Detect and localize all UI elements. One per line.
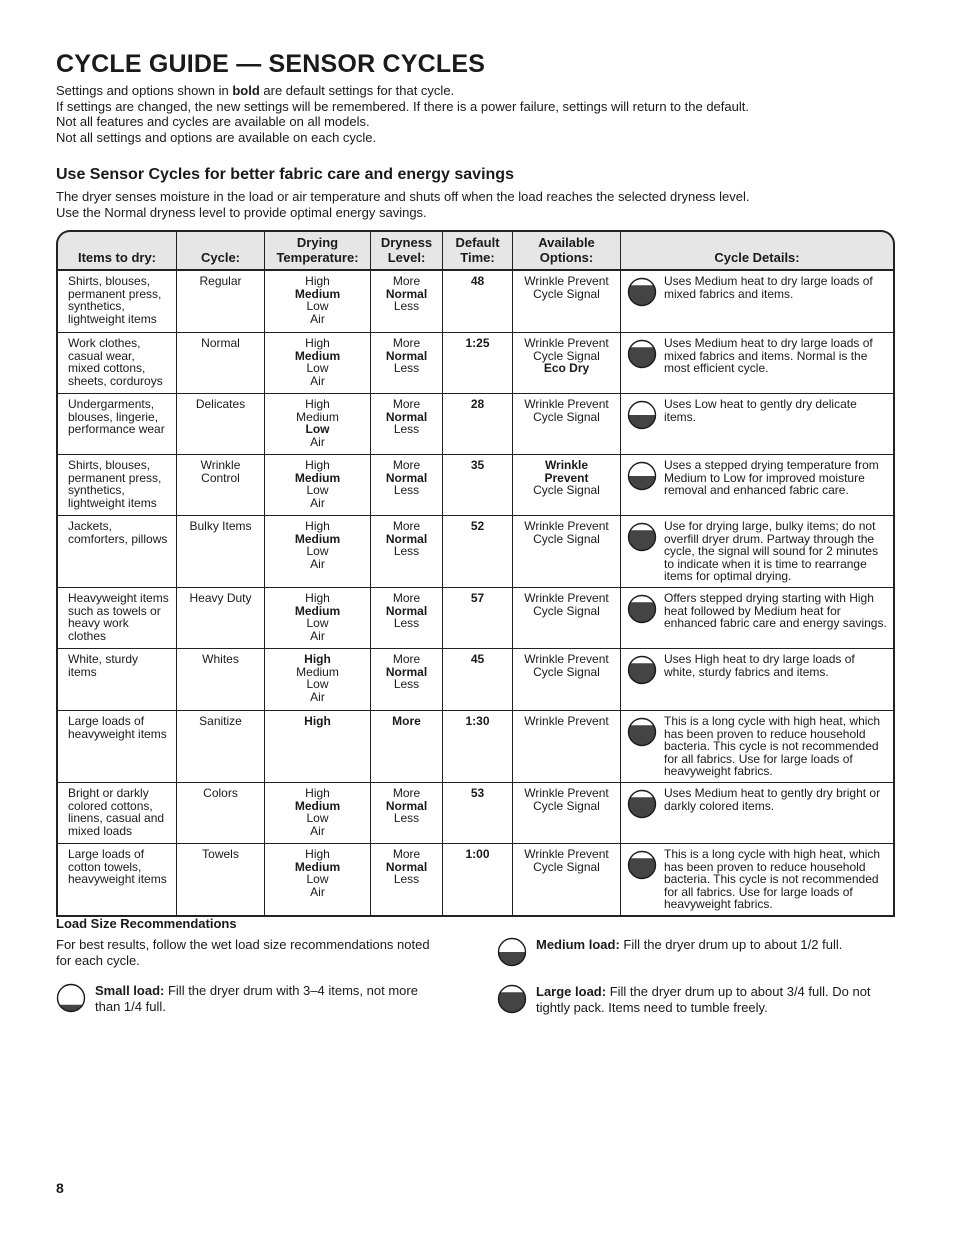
dryness-cell: [371, 516, 443, 588]
temperature-cell-value: Medium: [294, 470, 341, 485]
items-cell: Bright or darkly colored cottons, linens, casual and mixed loads: [56, 783, 177, 844]
time-cell: 53: [443, 783, 513, 844]
dryness-cell-value: Normal: [385, 531, 428, 546]
small-load-label: Small load:: [95, 983, 165, 998]
temperature-cell-value: Low: [306, 361, 329, 376]
dryness-cell-value: Normal: [385, 798, 428, 813]
temperature-cell-value: High: [304, 713, 331, 728]
temperature-cell-value: Medium: [294, 286, 341, 301]
temperature-cell-value: High: [305, 336, 330, 350]
page-title: CYCLE GUIDE — SENSOR CYCLES: [56, 50, 486, 78]
options-cell-value: Cycle Signal: [533, 531, 600, 546]
temperature-cell: [265, 333, 371, 394]
options-cell: [513, 271, 621, 333]
temperature-cell: [265, 711, 371, 783]
options-cell-value: Cycle Signal: [533, 348, 600, 363]
options-cell-value: Wrinkle Prevent: [524, 336, 609, 350]
details-cell: [621, 649, 895, 711]
dryness-cell-value: Normal: [385, 603, 428, 618]
intro-line-2: If settings are changed, the new settings will be remembered. If there is a power failure, settings will return to the default.: [56, 98, 749, 114]
options-cell-value: Cycle Signal: [533, 664, 600, 679]
temperature-cell-value: Medium: [294, 798, 341, 813]
cycle-guide-table: [56, 230, 895, 917]
temperature-cell: [265, 394, 371, 455]
dryness-cell-value: Normal: [385, 348, 428, 363]
large-load-icon: [627, 789, 657, 819]
section-text: [56, 189, 896, 220]
dryness-cell: [371, 783, 443, 844]
details-cell: [621, 333, 895, 394]
dryness-cell-value: Less: [393, 483, 420, 498]
dryness-cell-value: More: [392, 590, 421, 605]
dryness-cell-value: More: [392, 713, 421, 728]
options-cell-value: Cycle Signal: [533, 286, 600, 301]
options-cell: [513, 394, 621, 455]
options-cell-value: Wrinkle Prevent: [524, 519, 609, 533]
time-cell: 48: [443, 271, 513, 333]
table-row: [56, 649, 895, 711]
cycle-cell: Bulky Items: [177, 516, 265, 588]
dryness-cell-value: More: [392, 274, 421, 288]
details-cell: [621, 588, 895, 649]
large-load-item: [497, 984, 897, 1016]
temperature-cell: [265, 516, 371, 588]
items-cell: Heavyweight items such as towels or heavy work clothes: [56, 588, 177, 649]
options-cell-value: Cycle Signal: [533, 483, 600, 498]
options-cell: [513, 844, 621, 917]
large-load-icon: [627, 850, 657, 880]
intro-line-1: Settings and options shown in bold are default settings for that cycle.: [56, 83, 455, 98]
temperature-cell-value: Medium: [294, 603, 341, 618]
time-cell: 28: [443, 394, 513, 455]
large-load-text: Fill the dryer drum up to about 3/4 full. Do not tightly pack. Items need to tumble freely.: [536, 984, 871, 1015]
temperature-cell-value: Medium: [296, 664, 339, 679]
options-cell-value: Wrinkle Prevent: [524, 846, 609, 861]
dryness-cell-value: Less: [393, 677, 420, 692]
dryness-cell-value: Less: [393, 872, 420, 887]
medium-load-item: [497, 937, 897, 967]
dryness-cell: [371, 711, 443, 783]
options-cell: [513, 455, 621, 516]
details-cell: [621, 783, 895, 844]
temperature-cell-value: Medium: [294, 859, 341, 874]
dryness-cell-value: Normal: [385, 409, 428, 424]
medium-load-icon: [497, 937, 527, 967]
small-load-item: [56, 983, 446, 1015]
temperature-cell: [265, 588, 371, 649]
temperature-cell: [265, 271, 371, 333]
table-row: [56, 711, 895, 783]
temperature-cell: [265, 844, 371, 917]
options-cell-value: Cycle Signal: [533, 798, 600, 813]
page-header: [56, 48, 896, 220]
section-text-line-1: The dryer senses moisture in the load or air temperature and shuts off when the load reaches the selected dryness level.: [56, 189, 750, 204]
dryness-cell-value: Normal: [385, 470, 428, 485]
details-text: Uses a stepped drying temperature from Medium to Low for improved moisture removal and enhanced fabric care.: [664, 458, 879, 498]
load-size-heading: Load Size Recommendations: [56, 916, 237, 931]
cycle-cell: Delicates: [177, 394, 265, 455]
temperature-cell-value: Low: [306, 544, 329, 559]
temperature-cell-value: Low: [306, 616, 329, 631]
temperature-cell-value: Air: [310, 823, 325, 838]
table-row: [56, 271, 895, 333]
header-cycle: Cycle:: [177, 230, 265, 271]
dryness-cell-value: More: [392, 651, 421, 666]
dryness-cell-value: Normal: [385, 286, 428, 301]
dryness-cell: [371, 333, 443, 394]
small-load-text: Fill the dryer drum with 3–4 items, not more than 1/4 full.: [95, 983, 418, 1014]
items-cell: Large loads of cotton towels, heavyweight items: [56, 844, 177, 917]
cycle-cell: Sanitize: [177, 711, 265, 783]
time-cell: 1:25: [443, 333, 513, 394]
options-cell-value: Wrinkle Prevent: [524, 785, 609, 800]
temperature-cell-value: Air: [310, 556, 325, 571]
items-cell: Undergarments, blouses, lingerie, performance wear: [56, 394, 177, 455]
temperature-cell-value: High: [305, 519, 330, 533]
temperature-cell-value: High: [305, 458, 330, 472]
temperature-cell-value: Air: [310, 689, 325, 704]
temperature-cell-value: Low: [306, 811, 329, 826]
dryness-cell-value: More: [392, 785, 421, 800]
table-row: [56, 783, 895, 844]
items-cell: White, sturdy items: [56, 649, 177, 711]
header-options: Available Options:: [513, 230, 621, 271]
details-text: Uses High heat to dry large loads of white, sturdy fabrics and items.: [664, 651, 855, 679]
dryness-cell-value: Less: [393, 616, 420, 631]
items-cell: Work clothes, casual wear, mixed cottons, sheets, corduroys: [56, 333, 177, 394]
temperature-cell-value: High: [305, 846, 330, 861]
options-cell-value: Prevent: [544, 470, 589, 485]
temperature-cell-value: Low: [306, 299, 329, 314]
details-cell: [621, 844, 895, 917]
items-cell: Large loads of heavyweight items: [56, 711, 177, 783]
options-cell-value: Wrinkle Prevent: [524, 713, 609, 728]
details-text: Offers stepped drying starting with High heat followed by Medium heat for enhanced fabric care and energy savings.: [664, 590, 887, 631]
time-cell: 57: [443, 588, 513, 649]
temperature-cell-value: High: [305, 590, 330, 605]
header-temperature: Drying Temperature:: [265, 230, 371, 271]
temperature-cell-value: High: [305, 274, 330, 288]
temperature-cell-value: Low: [306, 872, 329, 887]
dryness-cell-value: More: [392, 519, 421, 533]
temperature-cell-value: Air: [310, 373, 325, 388]
dryness-cell-value: Less: [393, 299, 420, 314]
temperature-cell-value: Air: [310, 311, 325, 326]
time-cell: 35: [443, 455, 513, 516]
load-size-intro: For best results, follow the wet load size recommendations noted for each cycle.: [56, 937, 430, 968]
medium-load-label: Medium load:: [536, 937, 620, 952]
large-load-icon: [627, 655, 657, 685]
cycle-cell: Colors: [177, 783, 265, 844]
temperature-cell-value: Air: [310, 495, 325, 510]
dryness-cell-value: Normal: [385, 859, 428, 874]
temperature-cell-value: Air: [310, 434, 325, 449]
load-size-section: [56, 916, 896, 1015]
time-cell: 45: [443, 649, 513, 711]
table-row: [56, 516, 895, 588]
details-text: Uses Medium heat to dry large loads of mixed fabrics and items.: [664, 274, 873, 301]
options-cell: [513, 649, 621, 711]
temperature-cell-value: High: [305, 397, 330, 411]
large-load-icon: [627, 717, 657, 747]
intro-text: [56, 83, 896, 145]
dryness-cell: [371, 844, 443, 917]
large-load-icon: [627, 277, 657, 307]
temperature-cell-value: Low: [306, 483, 329, 498]
items-cell: Shirts, blouses, permanent press, synthetics, lightweight items: [56, 271, 177, 333]
dryness-cell: [371, 271, 443, 333]
options-cell: [513, 783, 621, 844]
details-cell: [621, 711, 895, 783]
temperature-cell-value: High: [305, 785, 330, 800]
options-cell-value: Cycle Signal: [533, 409, 600, 424]
options-cell: [513, 711, 621, 783]
details-cell: [621, 455, 895, 516]
table-row: [56, 394, 895, 455]
table-row: [56, 455, 895, 516]
options-cell-value: Wrinkle Prevent: [524, 651, 609, 666]
intro-line-3: Not all features and cycles are available on all models.: [56, 114, 370, 129]
temperature-cell-value: Medium: [294, 348, 341, 363]
options-cell-value: Wrinkle Prevent: [524, 397, 609, 411]
section-text-line-2: Use the Normal dryness level to provide optimal energy savings.: [56, 204, 427, 220]
cycle-cell: Normal: [177, 333, 265, 394]
temperature-cell-value: Low: [306, 677, 329, 692]
large-load-icon: [497, 984, 527, 1014]
time-cell: 52: [443, 516, 513, 588]
header-items: Items to dry:: [56, 230, 177, 271]
details-cell: [621, 271, 895, 333]
details-text: Uses Medium heat to dry large loads of mixed fabrics and items. Normal is the most efficient cycle.: [664, 336, 873, 376]
dryness-cell-value: Less: [393, 361, 420, 376]
options-cell-value: Wrinkle Prevent: [524, 274, 609, 288]
details-cell: [621, 516, 895, 588]
cycle-cell: Heavy Duty: [177, 588, 265, 649]
table-row: [56, 588, 895, 649]
large-load-icon: [627, 594, 657, 624]
dryness-cell-value: Less: [393, 811, 420, 826]
page-number: 8: [56, 1180, 64, 1196]
details-cell: [621, 394, 895, 455]
header-dryness: Dryness Level:: [371, 230, 443, 271]
temperature-cell-value: High: [304, 651, 331, 666]
details-text: This is a long cycle with high heat, which has been proven to reduce household bacteria. This cycle is not recommended for all fabrics. Use for large loads of heavyweight fabrics.: [664, 846, 881, 912]
details-text: Use for drying large, bulky items; do not overfill dryer drum. Partway through the cycle, the signal will sound for 2 minutes to indicate when it is time to rearrange items for optimal drying.: [664, 519, 879, 584]
options-cell-value: Cycle Signal: [533, 603, 600, 618]
table-row: [56, 844, 895, 917]
dryness-cell-value: More: [392, 458, 421, 472]
temperature-cell: [265, 455, 371, 516]
dryness-cell: [371, 649, 443, 711]
temperature-cell-value: Low: [305, 422, 330, 437]
dryness-cell-value: Less: [393, 422, 420, 437]
dryness-cell-value: Normal: [385, 664, 428, 679]
dryness-cell-value: More: [392, 336, 421, 350]
temperature-cell: [265, 783, 371, 844]
details-text: Uses Medium heat to gently dry bright or darkly colored items.: [664, 785, 881, 813]
dryness-cell-value: More: [392, 397, 421, 411]
dryness-cell: [371, 455, 443, 516]
medium-load-icon: [627, 400, 657, 430]
temperature-cell-value: Medium: [296, 409, 339, 424]
large-load-label: Large load:: [536, 984, 607, 999]
dryness-cell: [371, 588, 443, 649]
table-row: [56, 333, 895, 394]
large-load-icon: [627, 339, 657, 369]
dryness-cell-value: More: [392, 846, 421, 861]
header-details: Cycle Details:: [621, 230, 895, 271]
details-text: This is a long cycle with high heat, which has been proven to reduce household bacteria. This cycle is not recommended for all fabrics. Use for large loads of heavyweight fabrics.: [664, 713, 881, 779]
temperature-cell-value: Medium: [294, 531, 341, 546]
options-cell: [513, 516, 621, 588]
header-time: Default Time:: [443, 230, 513, 271]
intro-line-4: Not all settings and options are available on each cycle.: [56, 129, 377, 145]
options-cell: [513, 588, 621, 649]
details-text: Uses Low heat to gently dry delicate items.: [664, 397, 857, 424]
dryness-cell-value: Less: [393, 544, 420, 559]
cycle-cell: Towels: [177, 844, 265, 917]
large-load-icon: [627, 522, 657, 552]
temperature-cell-value: Air: [310, 884, 325, 899]
cycle-cell: Regular: [177, 271, 265, 333]
small-load-icon: [56, 983, 86, 1013]
options-cell-value: Cycle Signal: [533, 859, 600, 874]
options-cell-value: Eco Dry: [543, 361, 590, 376]
options-cell: [513, 333, 621, 394]
dryness-cell: [371, 394, 443, 455]
medium-load-text: Fill the dryer drum up to about 1/2 full.: [619, 937, 843, 952]
cycle-cell: Whites: [177, 649, 265, 711]
temperature-cell: [265, 649, 371, 711]
options-cell-value: Wrinkle Prevent: [524, 590, 609, 605]
time-cell: 1:00: [443, 844, 513, 917]
items-cell: Shirts, blouses, permanent press, synthetics, lightweight items: [56, 455, 177, 516]
temperature-cell-value: Air: [310, 628, 325, 643]
medium-load-icon: [627, 461, 657, 491]
items-cell: Jackets, comforters, pillows: [56, 516, 177, 588]
cycle-cell: Wrinkle Control: [177, 455, 265, 516]
table-header-row: [56, 230, 895, 271]
time-cell: 1:30: [443, 711, 513, 783]
section-heading: Use Sensor Cycles for better fabric care and energy savings: [56, 166, 514, 183]
options-cell-value: Wrinkle: [544, 458, 589, 472]
